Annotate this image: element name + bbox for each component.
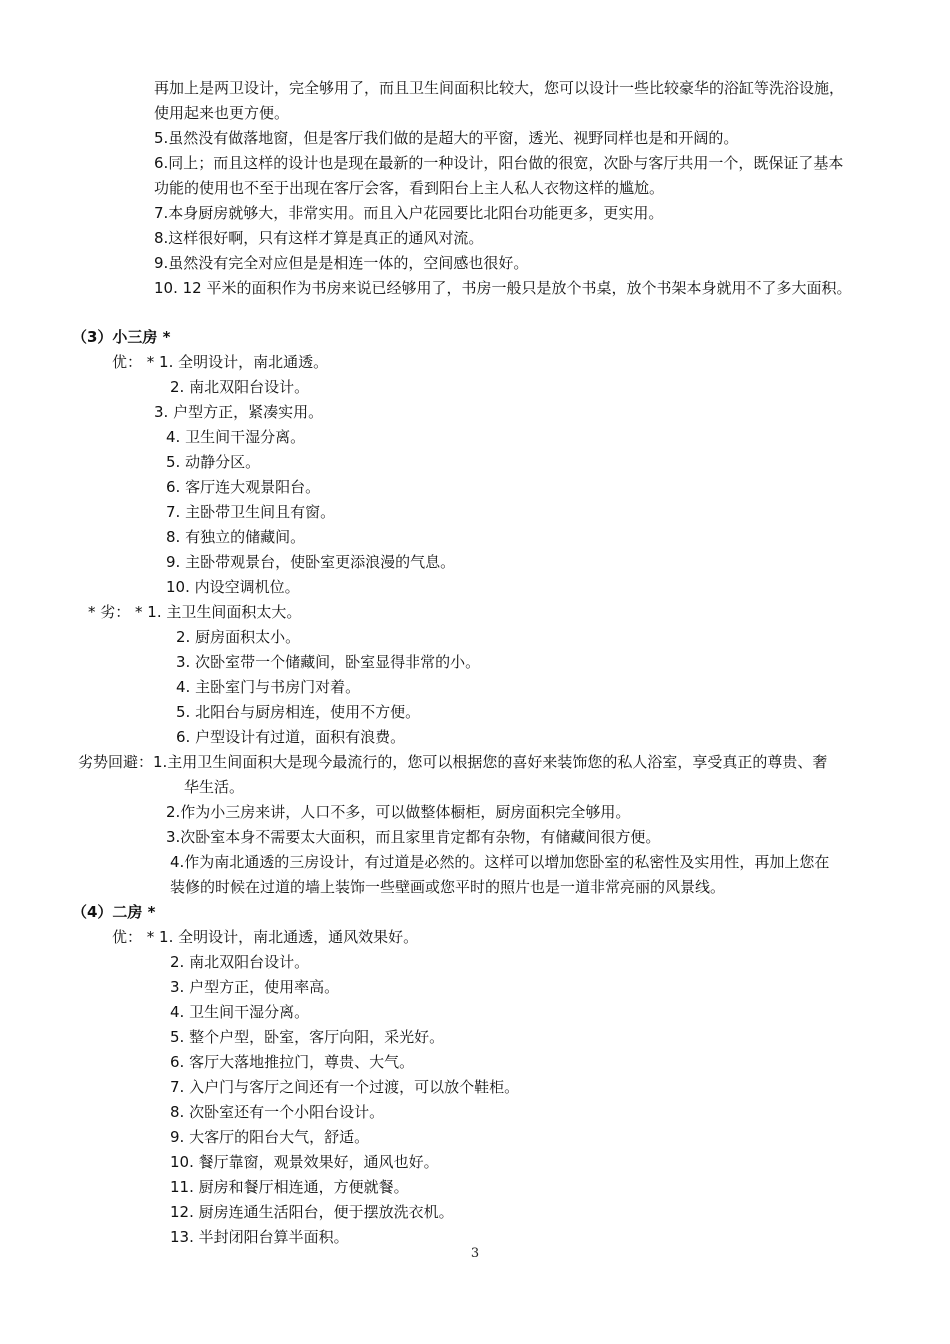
text-line: 3. 户型方正，紧凑实用。 [154, 403, 324, 421]
text-line: 6. 客厅连大观景阳台。 [166, 478, 321, 496]
page-number: 3 [470, 1246, 480, 1261]
text-line: 优： * 1. 全明设计，南北通透，通风效果好。 [112, 928, 419, 946]
text-line: 9. 主卧带观景台，使卧室更添浪漫的气息。 [166, 553, 456, 571]
text-line: 4.作为南北通透的三房设计，有过道是必然的。这样可以增加您卧室的私密性及实用性，再加上您在 [170, 853, 830, 871]
text-line: 2. 南北双阳台设计。 [170, 378, 310, 396]
text-line: 10. 餐厅靠窗，观景效果好，通风也好。 [170, 1153, 439, 1171]
text-line: 3.次卧室本身不需要太大面积，而且家里肯定都有杂物，有储藏间很方便。 [166, 828, 661, 846]
text-line: 3. 次卧室带一个储藏间，卧室显得非常的小。 [176, 653, 481, 671]
text-line: 8. 次卧室还有一个小阳台设计。 [170, 1103, 385, 1121]
section-heading: （3）小三房 * [72, 328, 171, 346]
text-line: 8.这样很好啊，只有这样才算是真正的通风对流。 [154, 229, 484, 247]
text-line: 5. 动静分区。 [166, 453, 261, 471]
text-line: 2. 厨房面积太小。 [176, 628, 301, 646]
text-line: 再加上是两卫设计，完全够用了，而且卫生间面积比较大，您可以设计一些比较豪华的浴缸等洗浴设施， [154, 79, 845, 97]
text-line: 4. 主卧室门与书房门对着。 [176, 678, 361, 696]
text-line: 4. 卫生间干湿分离。 [166, 428, 306, 446]
text-line: 10. 12 平米的面积作为书房来说已经够用了，书房一般只是放个书桌，放个书架本身就用不了多大面积。 [154, 279, 852, 297]
text-line: 华生活。 [184, 778, 245, 796]
text-line: 4. 卫生间干湿分离。 [170, 1003, 310, 1021]
text-line: * 劣： * 1. 主卫生间面积太大。 [88, 603, 302, 621]
text-line: 2. 南北双阳台设计。 [170, 953, 310, 971]
text-line: 5.虽然没有做落地窗，但是客厅我们做的是超大的平窗，透光、视野同样也是和开阔的。 [154, 129, 739, 147]
text-line: 10. 内设空调机位。 [166, 578, 300, 596]
text-line: 7.本身厨房就够大，非常实用。而且入户花园要比北阳台功能更多，更实用。 [154, 204, 664, 222]
text-line: 功能的使用也不至于出现在客厅会客，看到阳台上主人私人衣物这样的尴尬。 [154, 179, 665, 197]
text-line: 6. 户型设计有过道，面积有浪费。 [176, 728, 406, 746]
text-line: 使用起来也更方便。 [154, 104, 290, 122]
text-line: 优： * 1. 全明设计，南北通透。 [112, 353, 329, 371]
text-line: 6. 客厅大落地推拉门，尊贵、大气。 [170, 1053, 415, 1071]
section-heading: （4）二房 * [72, 903, 156, 921]
text-line: 5. 北阳台与厨房相连，使用不方便。 [176, 703, 421, 721]
text-line: 9. 大客厅的阳台大气，舒适。 [170, 1128, 370, 1146]
text-line: 13. 半封闭阳台算半面积。 [170, 1228, 349, 1246]
text-line: 6.同上；而且这样的设计也是现在最新的一种设计，阳台做的很宽，次卧与客厅共用一个，既保证了基本 [154, 154, 844, 172]
text-line: 2.作为小三房来讲，人口不多，可以做整体橱柜，厨房面积完全够用。 [166, 803, 631, 821]
text-line: 9.虽然没有完全对应但是是相连一体的，空间感也很好。 [154, 254, 529, 272]
text-line: 3. 户型方正，使用率高。 [170, 978, 340, 996]
text-line: 12. 厨房连通生活阳台，便于摆放洗衣机。 [170, 1203, 454, 1221]
text-line: 劣势回避：1.主用卫生间面积大是现今最流行的，您可以根据您的喜好来装饰您的私人浴室，享受真正的尊贵、奢 [78, 753, 828, 771]
text-line: 8. 有独立的储藏间。 [166, 528, 306, 546]
text-line: 7. 入户门与客厅之间还有一个过渡，可以放个鞋柜。 [170, 1078, 520, 1096]
text-line: 11. 厨房和餐厅相连通，方便就餐。 [170, 1178, 409, 1196]
text-line: 7. 主卧带卫生间且有窗。 [166, 503, 336, 521]
text-line: 5. 整个户型，卧室，客厅向阳，采光好。 [170, 1028, 445, 1046]
text-line: 装修的时候在过道的墙上装饰一些壁画或您平时的照片也是一道非常亮丽的风景线。 [170, 878, 726, 896]
